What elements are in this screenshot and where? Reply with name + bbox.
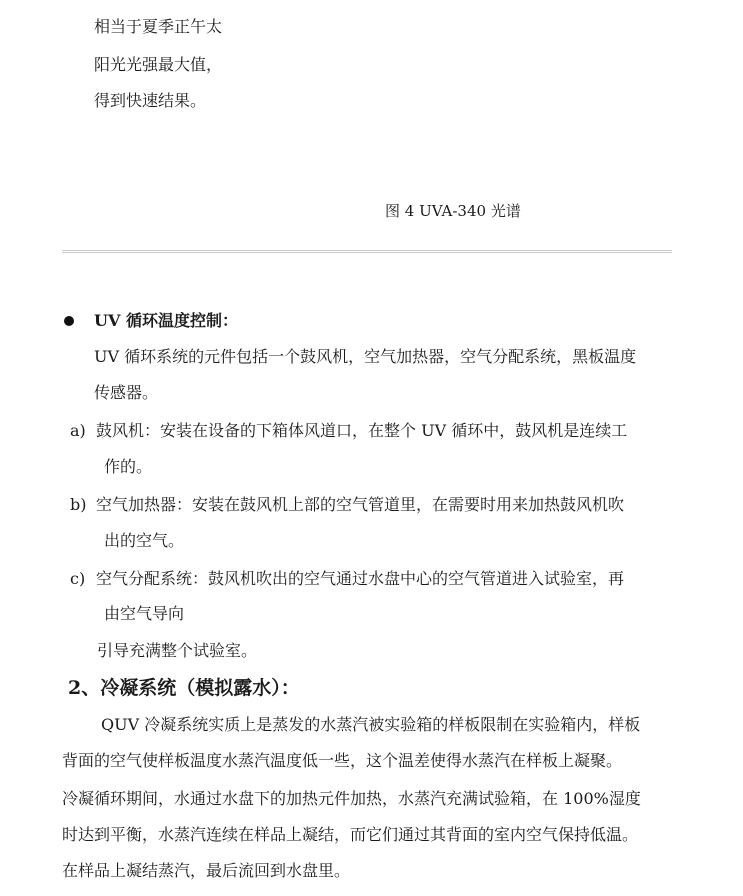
- item-a-line-1: 鼓风机：安装在设备的下箱体风道口，在整个 UV 循环中，鼓风机是连续工: [96, 421, 628, 440]
- item-b-marker: b): [70, 495, 87, 514]
- bullet-icon: [64, 316, 74, 326]
- paragraph-line-2: 背面的空气使样板温度水蒸汽温度低一些，这个温差使得水蒸汽在样板上凝聚。: [62, 751, 623, 770]
- intro-line-2: 阳光光强最大值，: [94, 55, 223, 74]
- item-c-line-2: 由空气导向: [104, 604, 185, 623]
- uv-desc-line-2: 传感器。: [94, 383, 159, 402]
- item-c-marker: c): [70, 569, 86, 588]
- paragraph-line-5: 在样品上凝结蒸汽，最后流回到水盘里。: [62, 861, 351, 880]
- paragraph-line-4: 时达到平衡，水蒸汽连续在样品上凝结，而它们通过其背面的室内空气保持低温。: [62, 825, 639, 844]
- uv-section-title: UV 循环温度控制：: [94, 311, 238, 330]
- paragraph-line-1: QUV 冷凝系统实质上是蒸发的水蒸汽被实验箱的样板限制在实验箱内，样板: [101, 715, 641, 734]
- condensation-heading: 2、冷凝系统（模拟露水）：: [68, 677, 300, 699]
- item-a-line-2: 作的。: [104, 457, 153, 476]
- intro-line-3: 得到快速结果。: [94, 91, 207, 110]
- uv-desc-line-1: UV 循环系统的元件包括一个鼓风机，空气加热器，空气分配系统，黑板温度: [94, 347, 637, 366]
- section-divider: [62, 250, 672, 253]
- item-b-line-2: 出的空气。: [104, 531, 185, 550]
- figure-caption: 图 4 UVA-340 光谱: [385, 202, 521, 220]
- intro-line-1: 相当于夏季正午太: [94, 17, 223, 36]
- paragraph-line-3: 冷凝循环期间，水通过水盘下的加热元件加热，水蒸汽充满试验箱，在 100%湿度: [62, 789, 641, 808]
- item-b-line-1: 空气加热器：安装在鼓风机上部的空气管道里，在需要时用来加热鼓风机吹: [96, 495, 625, 514]
- uv-trailing-line: 引导充满整个试验室。: [97, 641, 258, 660]
- item-c-line-1: 空气分配系统：鼓风机吹出的空气通过水盘中心的空气管道进入试验室，再: [96, 569, 625, 588]
- item-a-marker: a): [70, 421, 86, 440]
